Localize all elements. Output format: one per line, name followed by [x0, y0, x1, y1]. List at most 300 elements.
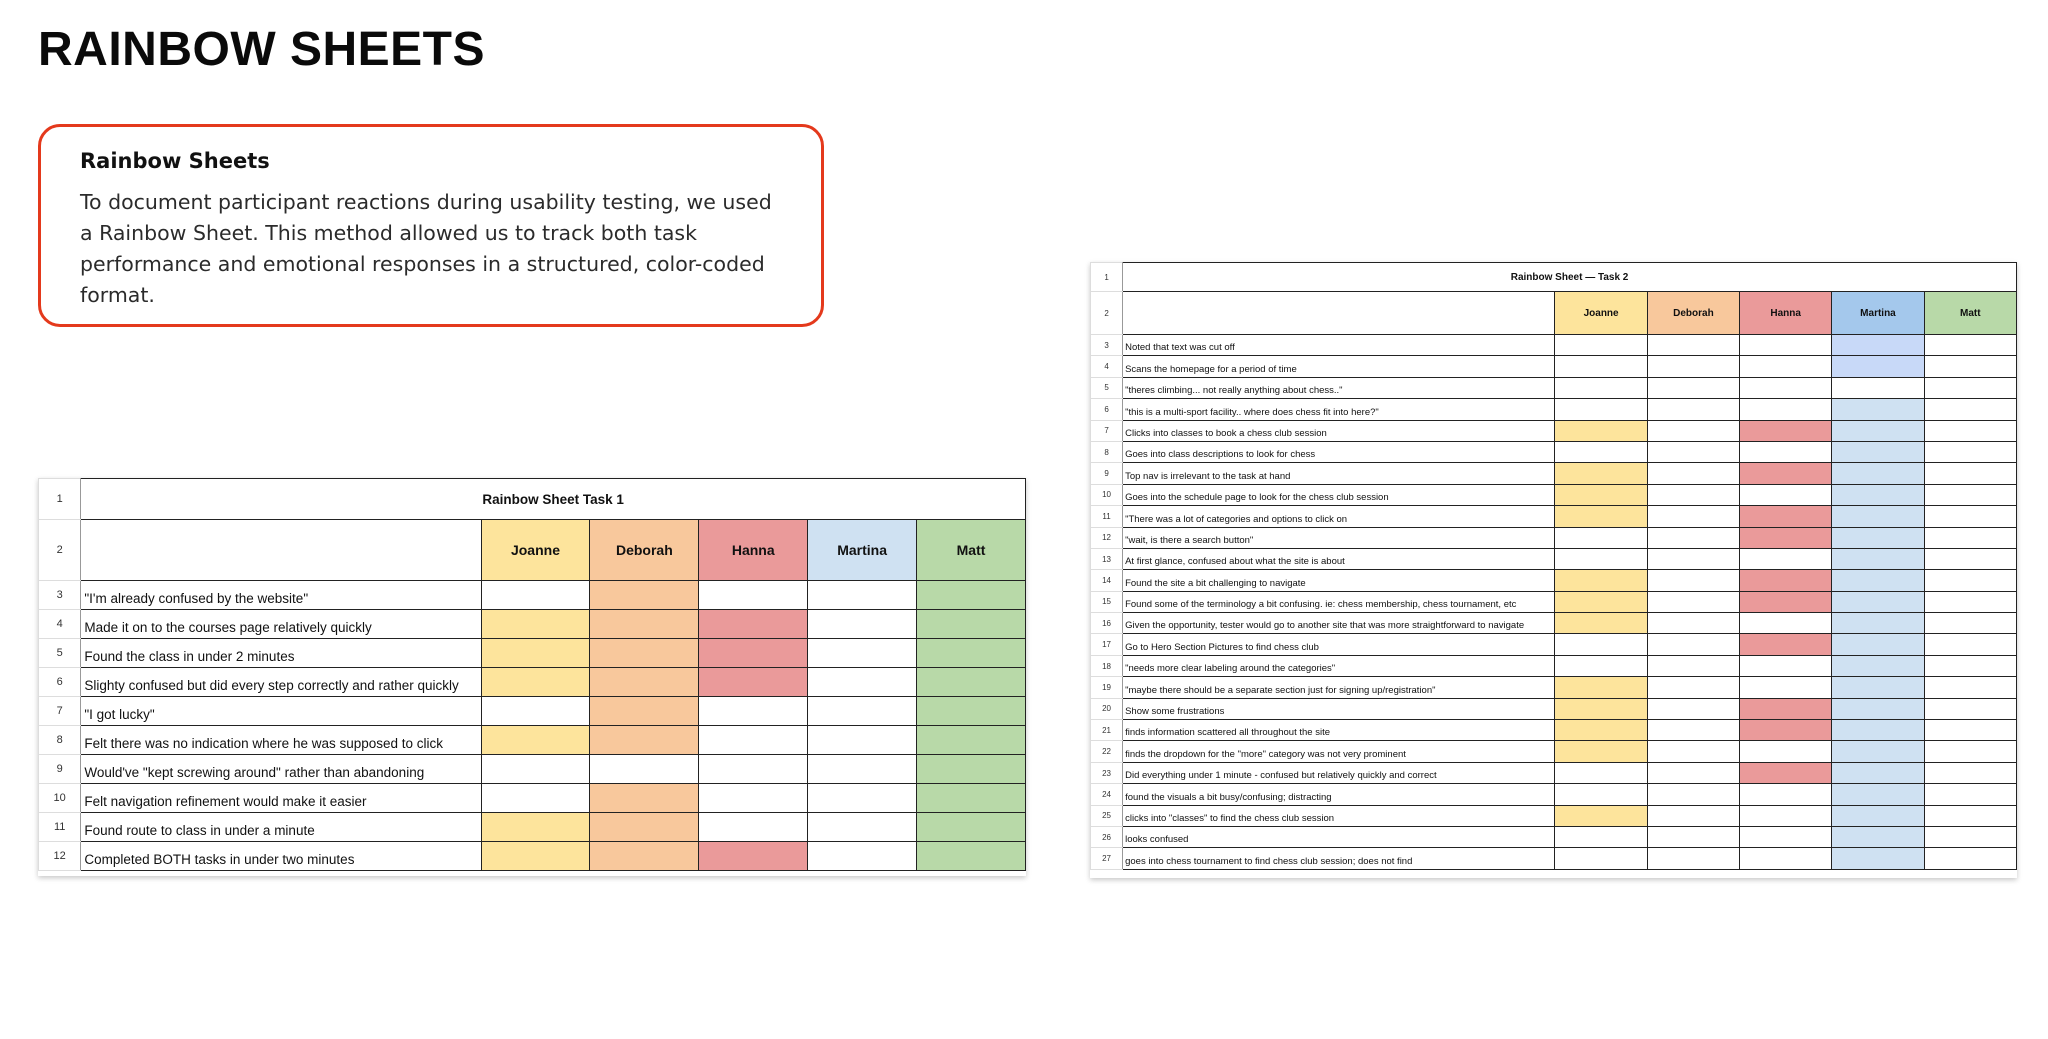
- mark-cell-hanna: [1740, 826, 1832, 847]
- mark-cell-deborah: [1647, 741, 1739, 762]
- observation-row: [1091, 484, 2017, 505]
- observation-text: "I got lucky": [81, 697, 481, 726]
- mark-cell-deborah: [1647, 548, 1739, 569]
- mark-cell-deborah: [590, 639, 699, 668]
- row-number: 7: [39, 697, 81, 726]
- observation-text: Did everything under 1 minute - confused but relatively quickly and correct: [1123, 762, 1555, 783]
- mark-cell-martina: [1832, 335, 1924, 356]
- mark-cell-joanne: [1555, 591, 1647, 612]
- mark-cell-deborah: [1647, 463, 1739, 484]
- participant-header-joanne: Joanne: [1555, 292, 1647, 335]
- observation-text: Show some frustrations: [1123, 698, 1555, 719]
- mark-cell-deborah: [1647, 441, 1739, 462]
- observation-text: Top nav is irrelevant to the task at hand: [1123, 463, 1555, 484]
- observation-text: found the visuals a bit busy/confusing; distracting: [1123, 784, 1555, 805]
- rainbow-sheets-info-card: [38, 124, 824, 327]
- row-number: 9: [39, 755, 81, 784]
- participant-header-deborah: Deborah: [590, 520, 699, 581]
- mark-cell-martina: [808, 813, 917, 842]
- mark-cell-joanne: [1555, 677, 1647, 698]
- mark-cell-joanne: [1555, 741, 1647, 762]
- row-number: 2: [1091, 292, 1123, 335]
- row-number: 8: [1091, 441, 1123, 462]
- mark-cell-hanna: [699, 668, 808, 697]
- observation-row: [1091, 848, 2017, 869]
- observation-row: [39, 610, 1026, 639]
- row-number: 2: [39, 520, 81, 581]
- mark-cell-martina: [808, 668, 917, 697]
- mark-cell-hanna: [699, 755, 808, 784]
- observation-row: [1091, 356, 2017, 377]
- mark-cell-matt: [1924, 441, 2016, 462]
- mark-cell-hanna: [699, 784, 808, 813]
- mark-cell-martina: [1832, 441, 1924, 462]
- mark-cell-martina: [1832, 570, 1924, 591]
- observation-text: "this is a multi-sport facility.. where does chess fit into here?": [1123, 399, 1555, 420]
- mark-cell-matt: [917, 726, 1026, 755]
- mark-cell-matt: [1924, 677, 2016, 698]
- mark-cell-martina: [1832, 356, 1924, 377]
- rainbow-sheet-task-2: [1090, 262, 2017, 878]
- participant-header-joanne: Joanne: [481, 520, 590, 581]
- row-number: 9: [1091, 463, 1123, 484]
- observation-text: Noted that text was cut off: [1123, 335, 1555, 356]
- mark-cell-joanne: [481, 697, 590, 726]
- participant-header-deborah: Deborah: [1647, 292, 1739, 335]
- row-number: 27: [1091, 848, 1123, 869]
- mark-cell-joanne: [1555, 441, 1647, 462]
- task-2-table: [1090, 262, 2017, 870]
- row-number: 1: [39, 479, 81, 520]
- observation-row: [1091, 720, 2017, 741]
- participant-header-row: [1091, 292, 2017, 335]
- mark-cell-deborah: [590, 581, 699, 610]
- observation-row: [1091, 613, 2017, 634]
- mark-cell-joanne: [1555, 548, 1647, 569]
- row-number: 5: [39, 639, 81, 668]
- observation-text: Would've "kept screwing around" rather than abandoning: [81, 755, 481, 784]
- row-number: 18: [1091, 655, 1123, 676]
- mark-cell-deborah: [1647, 591, 1739, 612]
- observation-text: Clicks into classes to book a chess club session: [1123, 420, 1555, 441]
- mark-cell-deborah: [1647, 335, 1739, 356]
- mark-cell-martina: [1832, 399, 1924, 420]
- mark-cell-martina: [1832, 698, 1924, 719]
- mark-cell-matt: [917, 697, 1026, 726]
- mark-cell-hanna: [1740, 634, 1832, 655]
- observation-text: finds the dropdown for the "more" category was not very prominent: [1123, 741, 1555, 762]
- row-number: 16: [1091, 613, 1123, 634]
- mark-cell-hanna: [1740, 613, 1832, 634]
- mark-cell-deborah: [1647, 634, 1739, 655]
- mark-cell-matt: [1924, 762, 2016, 783]
- mark-cell-martina: [1832, 506, 1924, 527]
- observation-row: [39, 639, 1026, 668]
- mark-cell-joanne: [481, 755, 590, 784]
- mark-cell-hanna: [1740, 356, 1832, 377]
- mark-cell-hanna: [1740, 463, 1832, 484]
- row-number: 6: [1091, 399, 1123, 420]
- mark-cell-joanne: [481, 784, 590, 813]
- mark-cell-deborah: [590, 813, 699, 842]
- mark-cell-hanna: [699, 581, 808, 610]
- mark-cell-matt: [1924, 484, 2016, 505]
- observation-row: [1091, 741, 2017, 762]
- observation-text: Goes into the schedule page to look for the chess club session: [1123, 484, 1555, 505]
- mark-cell-joanne: [1555, 570, 1647, 591]
- observation-row: [39, 668, 1026, 697]
- mark-cell-martina: [1832, 527, 1924, 548]
- observation-row: [1091, 548, 2017, 569]
- observation-text: "theres climbing... not really anything about chess..": [1123, 377, 1555, 398]
- participant-header-hanna: Hanna: [1740, 292, 1832, 335]
- observation-text: "There was a lot of categories and options to click on: [1123, 506, 1555, 527]
- mark-cell-deborah: [590, 697, 699, 726]
- row-number: 14: [1091, 570, 1123, 591]
- observation-text: Slighty confused but did every step correctly and rather quickly: [81, 668, 481, 697]
- observation-text: Goes into class descriptions to look for chess: [1123, 441, 1555, 462]
- mark-cell-hanna: [1740, 399, 1832, 420]
- sheet-title-row: [1091, 263, 2017, 292]
- mark-cell-martina: [1832, 677, 1924, 698]
- mark-cell-matt: [917, 813, 1026, 842]
- mark-cell-matt: [1924, 655, 2016, 676]
- mark-cell-joanne: [1555, 805, 1647, 826]
- observation-text: Given the opportunity, tester would go to another site that was more straightforward to navigate: [1123, 613, 1555, 634]
- mark-cell-matt: [1924, 698, 2016, 719]
- observation-row: [39, 842, 1026, 871]
- mark-cell-matt: [1924, 335, 2016, 356]
- mark-cell-matt: [1924, 741, 2016, 762]
- mark-cell-deborah: [1647, 826, 1739, 847]
- observation-text: "wait, is there a search button": [1123, 527, 1555, 548]
- mark-cell-hanna: [1740, 698, 1832, 719]
- mark-cell-joanne: [481, 813, 590, 842]
- mark-cell-hanna: [699, 639, 808, 668]
- row-number: 5: [1091, 377, 1123, 398]
- observation-text: Found the class in under 2 minutes: [81, 639, 481, 668]
- mark-cell-matt: [1924, 826, 2016, 847]
- sheet-title-row: [39, 479, 1026, 520]
- mark-cell-joanne: [1555, 377, 1647, 398]
- mark-cell-joanne: [1555, 506, 1647, 527]
- mark-cell-joanne: [1555, 484, 1647, 505]
- observation-text: "I'm already confused by the website": [81, 581, 481, 610]
- mark-cell-martina: [808, 784, 917, 813]
- mark-cell-hanna: [699, 610, 808, 639]
- mark-cell-deborah: [1647, 356, 1739, 377]
- mark-cell-joanne: [1555, 335, 1647, 356]
- mark-cell-joanne: [481, 639, 590, 668]
- row-number: 10: [1091, 484, 1123, 505]
- observation-row: [1091, 377, 2017, 398]
- mark-cell-deborah: [1647, 848, 1739, 869]
- row-number: 22: [1091, 741, 1123, 762]
- mark-cell-joanne: [1555, 463, 1647, 484]
- mark-cell-martina: [808, 726, 917, 755]
- mark-cell-matt: [1924, 848, 2016, 869]
- mark-cell-matt: [917, 668, 1026, 697]
- mark-cell-matt: [1924, 570, 2016, 591]
- mark-cell-joanne: [481, 581, 590, 610]
- mark-cell-hanna: [1740, 591, 1832, 612]
- row-number: 13: [1091, 548, 1123, 569]
- sheet-title: Rainbow Sheet Task 1: [81, 479, 1026, 520]
- observation-row: [1091, 399, 2017, 420]
- mark-cell-hanna: [1740, 720, 1832, 741]
- mark-cell-deborah: [1647, 655, 1739, 676]
- mark-cell-deborah: [1647, 677, 1739, 698]
- mark-cell-deborah: [1647, 377, 1739, 398]
- observation-text: goes into chess tournament to find chess club session; does not find: [1123, 848, 1555, 869]
- observation-row: [1091, 784, 2017, 805]
- observation-row: [1091, 441, 2017, 462]
- mark-cell-martina: [808, 842, 917, 871]
- observation-row: [1091, 527, 2017, 548]
- mark-cell-martina: [1832, 463, 1924, 484]
- observation-text: "maybe there should be a separate section just for signing up/registration": [1123, 677, 1555, 698]
- mark-cell-matt: [1924, 548, 2016, 569]
- mark-cell-matt: [917, 610, 1026, 639]
- observation-row: [39, 755, 1026, 784]
- observation-text: "needs more clear labeling around the categories": [1123, 655, 1555, 676]
- mark-cell-joanne: [1555, 720, 1647, 741]
- observation-row: [39, 784, 1026, 813]
- mark-cell-martina: [808, 581, 917, 610]
- participant-header-martina: Martina: [1832, 292, 1924, 335]
- mark-cell-matt: [1924, 591, 2016, 612]
- mark-cell-hanna: [1740, 506, 1832, 527]
- mark-cell-martina: [1832, 613, 1924, 634]
- mark-cell-hanna: [1740, 335, 1832, 356]
- mark-cell-matt: [917, 842, 1026, 871]
- observation-row: [1091, 634, 2017, 655]
- mark-cell-matt: [1924, 377, 2016, 398]
- observation-row: [1091, 335, 2017, 356]
- mark-cell-deborah: [1647, 420, 1739, 441]
- mark-cell-joanne: [1555, 634, 1647, 655]
- mark-cell-martina: [1832, 548, 1924, 569]
- header-blank-cell: [81, 520, 481, 581]
- participant-header-martina: Martina: [808, 520, 917, 581]
- row-number: 17: [1091, 634, 1123, 655]
- mark-cell-deborah: [590, 726, 699, 755]
- mark-cell-deborah: [1647, 805, 1739, 826]
- mark-cell-joanne: [481, 610, 590, 639]
- mark-cell-martina: [808, 610, 917, 639]
- rainbow-sheet-task-1: [38, 478, 1026, 876]
- mark-cell-martina: [1832, 655, 1924, 676]
- mark-cell-martina: [1832, 720, 1924, 741]
- observation-text: Scans the homepage for a period of time: [1123, 356, 1555, 377]
- observation-row: [1091, 506, 2017, 527]
- participant-header-hanna: Hanna: [699, 520, 808, 581]
- info-card-heading: Rainbow Sheets: [80, 149, 270, 173]
- mark-cell-deborah: [1647, 399, 1739, 420]
- observation-row: [1091, 655, 2017, 676]
- header-blank-cell: [1123, 292, 1555, 335]
- mark-cell-martina: [808, 697, 917, 726]
- observation-text: Made it on to the courses page relatively quickly: [81, 610, 481, 639]
- row-number: 26: [1091, 826, 1123, 847]
- participant-header-matt: Matt: [1924, 292, 2016, 335]
- mark-cell-joanne: [1555, 356, 1647, 377]
- observation-row: [39, 813, 1026, 842]
- mark-cell-joanne: [1555, 698, 1647, 719]
- observation-row: [39, 697, 1026, 726]
- mark-cell-matt: [1924, 356, 2016, 377]
- mark-cell-hanna: [699, 842, 808, 871]
- row-number: 4: [1091, 356, 1123, 377]
- row-number: 4: [39, 610, 81, 639]
- participant-header-matt: Matt: [917, 520, 1026, 581]
- mark-cell-matt: [1924, 784, 2016, 805]
- mark-cell-hanna: [1740, 377, 1832, 398]
- mark-cell-hanna: [1740, 527, 1832, 548]
- mark-cell-martina: [1832, 762, 1924, 783]
- mark-cell-deborah: [1647, 506, 1739, 527]
- mark-cell-deborah: [1647, 698, 1739, 719]
- observation-text: Go to Hero Section Pictures to find chess club: [1123, 634, 1555, 655]
- row-number: 20: [1091, 698, 1123, 719]
- row-number: 11: [1091, 506, 1123, 527]
- row-number: 23: [1091, 762, 1123, 783]
- observation-row: [1091, 463, 2017, 484]
- row-number: 3: [1091, 335, 1123, 356]
- mark-cell-hanna: [1740, 548, 1832, 569]
- task-1-table: [38, 478, 1026, 871]
- mark-cell-hanna: [699, 726, 808, 755]
- mark-cell-martina: [1832, 484, 1924, 505]
- mark-cell-hanna: [1740, 420, 1832, 441]
- observation-row: [1091, 570, 2017, 591]
- mark-cell-joanne: [1555, 784, 1647, 805]
- mark-cell-matt: [917, 784, 1026, 813]
- participant-header-row: [39, 520, 1026, 581]
- observation-text: Found route to class in under a minute: [81, 813, 481, 842]
- mark-cell-joanne: [1555, 655, 1647, 676]
- observation-row: [1091, 591, 2017, 612]
- row-number: 19: [1091, 677, 1123, 698]
- mark-cell-deborah: [1647, 720, 1739, 741]
- mark-cell-joanne: [1555, 762, 1647, 783]
- mark-cell-matt: [1924, 420, 2016, 441]
- mark-cell-joanne: [1555, 527, 1647, 548]
- row-number: 7: [1091, 420, 1123, 441]
- mark-cell-matt: [1924, 634, 2016, 655]
- observation-row: [1091, 420, 2017, 441]
- observation-text: Found the site a bit challenging to navigate: [1123, 570, 1555, 591]
- mark-cell-deborah: [1647, 484, 1739, 505]
- observation-row: [1091, 805, 2017, 826]
- mark-cell-matt: [917, 581, 1026, 610]
- mark-cell-joanne: [481, 726, 590, 755]
- mark-cell-martina: [808, 755, 917, 784]
- row-number: 8: [39, 726, 81, 755]
- observation-row: [1091, 762, 2017, 783]
- mark-cell-hanna: [1740, 655, 1832, 676]
- mark-cell-hanna: [1740, 441, 1832, 462]
- mark-cell-matt: [1924, 805, 2016, 826]
- mark-cell-joanne: [1555, 613, 1647, 634]
- mark-cell-martina: [1832, 741, 1924, 762]
- mark-cell-deborah: [590, 610, 699, 639]
- mark-cell-matt: [1924, 527, 2016, 548]
- mark-cell-matt: [1924, 399, 2016, 420]
- mark-cell-martina: [1832, 848, 1924, 869]
- mark-cell-martina: [1832, 377, 1924, 398]
- mark-cell-deborah: [1647, 784, 1739, 805]
- mark-cell-hanna: [699, 697, 808, 726]
- mark-cell-matt: [1924, 506, 2016, 527]
- sheet-title: Rainbow Sheet — Task 2: [1123, 263, 2017, 292]
- observation-row: [1091, 698, 2017, 719]
- info-card-body: To document participant reactions during usability testing, we used a Rainbow Sheet. This method allowed us to track both task performance and emotional responses in a structured, color-coded format.: [80, 190, 772, 307]
- row-number: 11: [39, 813, 81, 842]
- mark-cell-matt: [1924, 463, 2016, 484]
- row-number: 10: [39, 784, 81, 813]
- mark-cell-matt: [1924, 720, 2016, 741]
- mark-cell-hanna: [1740, 805, 1832, 826]
- mark-cell-deborah: [1647, 570, 1739, 591]
- mark-cell-hanna: [1740, 762, 1832, 783]
- observation-text: finds information scattered all throughout the site: [1123, 720, 1555, 741]
- observation-text: Completed BOTH tasks in under two minutes: [81, 842, 481, 871]
- observation-text: Felt there was no indication where he was supposed to click: [81, 726, 481, 755]
- observation-row: [1091, 826, 2017, 847]
- row-number: 12: [39, 842, 81, 871]
- mark-cell-martina: [808, 639, 917, 668]
- row-number: 12: [1091, 527, 1123, 548]
- observation-row: [39, 726, 1026, 755]
- mark-cell-martina: [1832, 634, 1924, 655]
- mark-cell-joanne: [1555, 826, 1647, 847]
- row-number: 3: [39, 581, 81, 610]
- mark-cell-hanna: [1740, 677, 1832, 698]
- mark-cell-hanna: [1740, 848, 1832, 869]
- mark-cell-martina: [1832, 591, 1924, 612]
- mark-cell-deborah: [590, 842, 699, 871]
- row-number: 6: [39, 668, 81, 697]
- row-number: 24: [1091, 784, 1123, 805]
- mark-cell-hanna: [699, 813, 808, 842]
- mark-cell-joanne: [1555, 848, 1647, 869]
- mark-cell-matt: [917, 639, 1026, 668]
- mark-cell-deborah: [1647, 762, 1739, 783]
- observation-text: Found some of the terminology a bit confusing. ie: chess membership, chess tournament, etc: [1123, 591, 1555, 612]
- observation-row: [1091, 677, 2017, 698]
- observation-row: [39, 581, 1026, 610]
- mark-cell-deborah: [590, 755, 699, 784]
- observation-text: Felt navigation refinement would make it easier: [81, 784, 481, 813]
- mark-cell-hanna: [1740, 784, 1832, 805]
- mark-cell-martina: [1832, 805, 1924, 826]
- mark-cell-matt: [1924, 613, 2016, 634]
- mark-cell-deborah: [590, 784, 699, 813]
- mark-cell-deborah: [1647, 613, 1739, 634]
- row-number: 15: [1091, 591, 1123, 612]
- mark-cell-hanna: [1740, 741, 1832, 762]
- mark-cell-martina: [1832, 420, 1924, 441]
- observation-text: clicks into "classes" to find the chess club session: [1123, 805, 1555, 826]
- mark-cell-joanne: [481, 842, 590, 871]
- observation-text: At first glance, confused about what the site is about: [1123, 548, 1555, 569]
- mark-cell-joanne: [1555, 420, 1647, 441]
- page-title: RAINBOW SHEETS: [38, 23, 486, 76]
- row-number: 1: [1091, 263, 1123, 292]
- mark-cell-hanna: [1740, 570, 1832, 591]
- row-number: 25: [1091, 805, 1123, 826]
